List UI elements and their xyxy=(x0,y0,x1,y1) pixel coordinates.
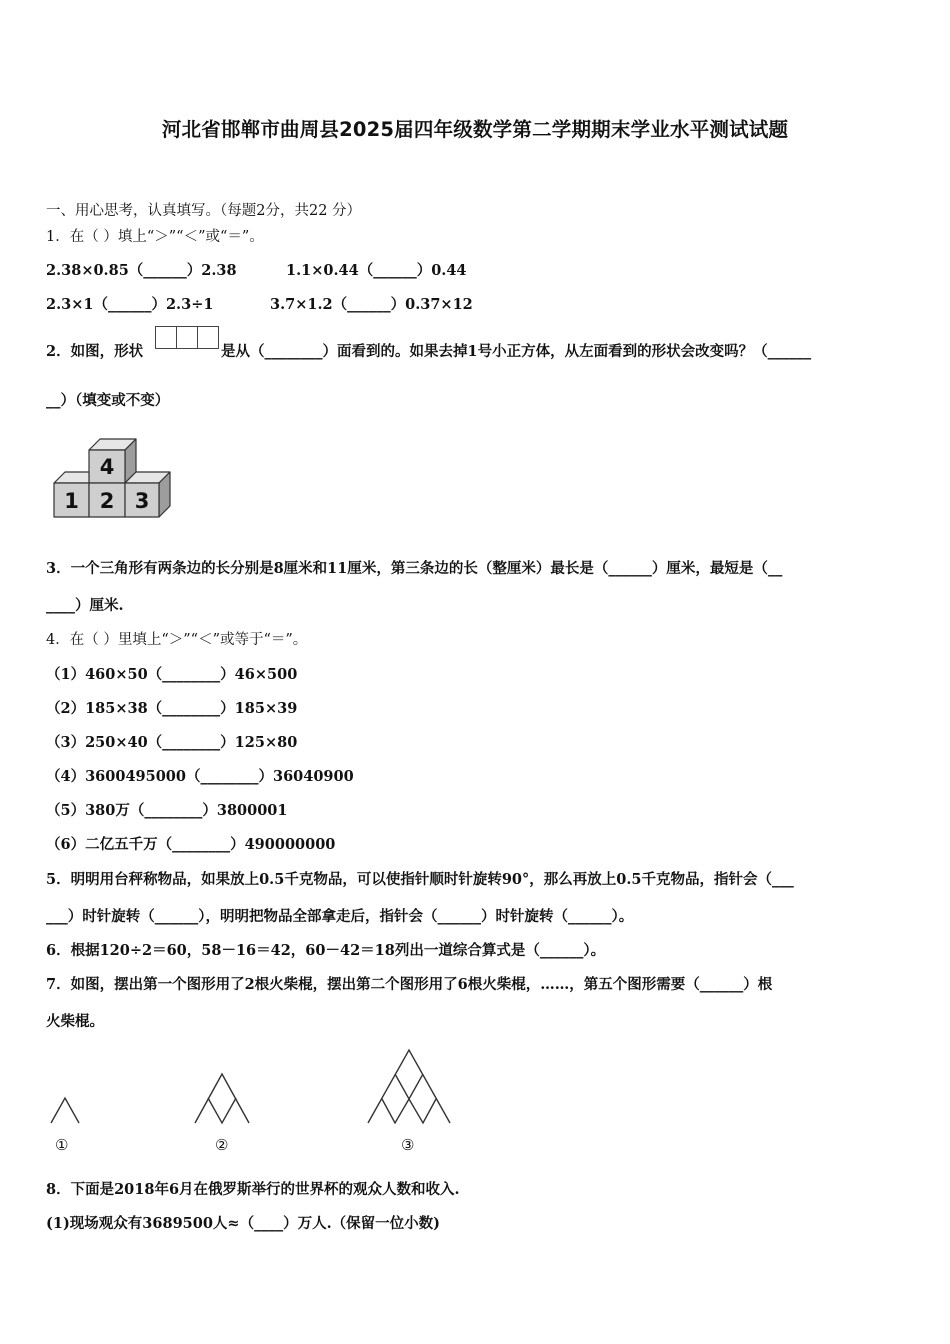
q4-item: （5）380万（________）3800001 xyxy=(46,802,288,819)
matchstick-pattern-1 xyxy=(48,1094,82,1126)
cube-stack-figure xyxy=(50,432,176,522)
q4-item: （6）二亿五千万（________）490000000 xyxy=(46,836,336,853)
question-4: 4．在（ ）里填上“＞”“＜”或等于“＝”。 xyxy=(46,632,308,648)
pattern-label: ③ xyxy=(401,1136,415,1154)
cube-label: 1 xyxy=(64,489,79,513)
cube-label: 2 xyxy=(99,489,115,513)
question-2-text: 是从（________）面看到的。如果去掉1号小正方体，从左面看到的形状会改变吗？（______ xyxy=(221,343,812,360)
question-3-line1: 3．一个三角形有两条边的长分别是8厘米和11厘米，第三条边的长（整厘米）最长是（______）厘米，最短是（__ xyxy=(46,560,783,577)
matchstick-pattern-3 xyxy=(365,1046,457,1128)
pattern-label: ① xyxy=(55,1136,69,1154)
question-2-prefix: 2．如图，形状 xyxy=(46,343,144,360)
three-square-shape xyxy=(155,326,221,350)
cube-label: 3 xyxy=(134,489,150,513)
q1-item-b: 1.1×0.44（______）0.44 xyxy=(286,262,467,279)
pattern-label: ② xyxy=(215,1136,229,1154)
section-heading: 一、用心思考，认真填写。（每题2分，共22 分） xyxy=(46,203,362,219)
question-5-line2: ___）时针旋转（______），明明把物品全部拿走后，指针会（______）时针旋转（______）。 xyxy=(46,908,634,925)
question-6: 6．根据120÷2＝60，58－16＝42，60－42＝18列出一道综合算式是（______）。 xyxy=(46,942,606,959)
question-2-line2: __）（填变或不变） xyxy=(46,392,170,409)
matchstick-pattern-2 xyxy=(192,1070,256,1128)
q4-item: （3）250×40（________）125×80 xyxy=(46,734,298,751)
question-7-line2: 火柴棍。 xyxy=(46,1013,104,1030)
q1-item-a: 2.38×0.85（______）2.38 xyxy=(46,262,237,279)
question-7-line1: 7．如图，摆出第一个图形用了2根火柴棍，摆出第二个图形用了6根火柴棍，……，第五个图形需要（______）根 xyxy=(46,976,773,993)
q1-item-c: 2.3×1（______）2.3÷1 xyxy=(46,296,214,313)
cube-label: 4 xyxy=(99,455,115,479)
q4-item: （1）460×50（________）46×500 xyxy=(46,666,298,683)
question-1: 1．在（ ）填上“＞”“＜”或“＝”。 xyxy=(46,229,264,245)
question-8-line1: 8．下面是2018年6月在俄罗斯举行的世界杯的观众人数和收入. xyxy=(46,1181,460,1198)
question-8-line2: (1)现场观众有3689500人≈（____）万人.（保留一位小数) xyxy=(46,1215,440,1232)
q1-item-d: 3.7×1.2（______）0.37×12 xyxy=(270,296,473,313)
page-title: 河北省邯郸市曲周县2025届四年级数学第二学期期末学业水平测试试题 xyxy=(161,118,789,141)
q4-item: （4）3600495000（________）36040900 xyxy=(46,768,354,785)
question-5-line1: 5．明明用台秤称物品，如果放上0.5千克物品，可以使指针顺时针旋转90°，那么再放上0.5千克物品，指针会（___ xyxy=(46,871,794,888)
question-3-line2: ____）厘米. xyxy=(46,597,124,614)
q4-item: （2）185×38（________）185×39 xyxy=(46,700,298,717)
